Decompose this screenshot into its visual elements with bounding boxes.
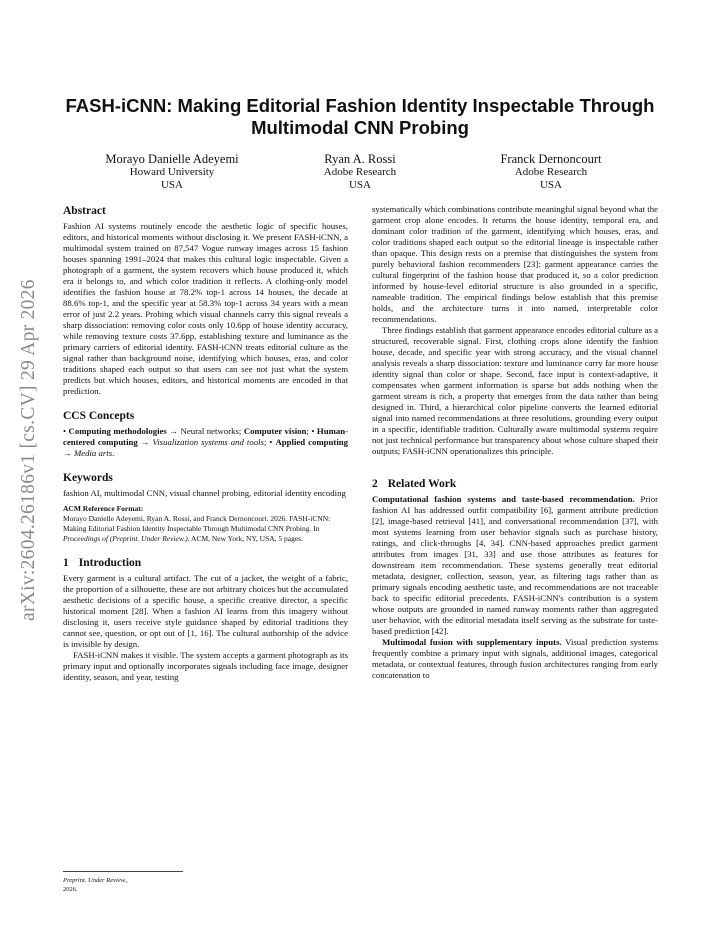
author-affiliation: Adobe Research	[323, 166, 397, 178]
related-paragraph	[372, 637, 658, 681]
footnote-line: Preprint. Under Review.,	[63, 877, 128, 884]
abstract-heading: Abstract	[63, 205, 106, 217]
section-title: Related Work	[387, 478, 457, 490]
run-in-heading: Multimodal fusion with supplementary inputs.	[382, 637, 562, 647]
author-name: Morayo Danielle Adeyemi	[105, 152, 239, 166]
intro-paragraph: Every garment is a cultural artifact. The cut of a jacket, the weight of a fabric, the proportion of a silhouette, these are not arbitrary choices but the accumulated aesthetic decisions of a specific house, a specific creative director, a specific historical moment [28]. When a fashion AI learns from this imagery without disclosing it, users receive style guidance shaped by editorial traditions they cannot see, question, or opt out of [1, 16]. The cultural authorship of the advice is invisible by design.	[63, 573, 348, 649]
section-title: Introduction	[78, 557, 142, 569]
author-country: USA	[539, 178, 562, 191]
section-number: 1	[63, 557, 69, 569]
author-block	[461, 152, 641, 191]
paper-title: FASH-iCNN: Making Editorial Fashion Identity Inspectable Through Multimodal CNN Probing	[65, 95, 655, 138]
author-name: Ryan A. Rossi	[324, 152, 396, 166]
intro-paragraph: FASH-iCNN makes it visible. The system accepts a garment photograph as its primary input and optionally incorporates signals including face image, designer identity, season, and year, testing	[63, 650, 348, 682]
author-affiliation: Howard University	[129, 166, 215, 178]
ccs-item-tail: Neural networks	[180, 426, 239, 436]
ccs-sep: ;	[238, 426, 244, 436]
ccs-item-bold: Computing methodologies	[68, 426, 167, 436]
author-affiliation: Adobe Research	[514, 166, 588, 178]
keywords-heading: Keywords	[63, 472, 113, 484]
section-heading-introduction	[63, 556, 348, 570]
left-column	[63, 204, 348, 683]
acm-reference-text	[63, 514, 348, 544]
intro-paragraph: Three findings establish that garment appearance encodes editorial culture as a structured, recoverable signal. First, clothing crops alone identify the fashion house, decade, and specific year with strong accuracy, and the visual channel analysis reveals a sharp dissociation: texture and luminance carry far more house identity signal than color or shape. Second, face input is context-adaptive, it compensates when garment information is sparse but adds nothing when the garment stream is rich, a property that emerges from the data rather than being designed in. Third, a hierarchical color pipeline converts the learned editorial signal into named recommendations at three resolutions, grounding every output in a specific, identifiable tradition. Culturally aware multimodal systems require not just technical performance but transparency about whose culture shaped their outputs; FASH-iCNN operationalizes this principle.	[372, 325, 658, 456]
acm-reference-part: Morayo Danielle Adeyemi, Ryan A. Rossi, and Franck Dernoncourt. 2026. FASH-iCNN: Making Editorial Fashion Identity Inspectable Through Multimodal CNN Probing. In	[63, 514, 331, 533]
ccs-item-bold: Computer vision	[243, 426, 307, 436]
ccs-arrow: →	[63, 448, 74, 458]
section-number: 2	[372, 478, 378, 490]
footnote-line: 2026.	[63, 886, 78, 893]
ccs-sep: ;	[263, 437, 270, 447]
right-column	[372, 204, 658, 681]
ccs-item-bold: Applied computing	[275, 437, 348, 447]
ccs-sep: ;	[306, 426, 312, 436]
author-country: USA	[160, 178, 183, 191]
arxiv-identifier: arXiv:2604.26186v1 [cs.CV] 29 Apr 2026	[18, 279, 39, 621]
ccs-arrow: →	[166, 426, 181, 436]
author-block	[270, 152, 450, 191]
intro-paragraph-continued: systematically which combinations contribute meaningful signal beyond what the garment crop alone encodes. It returns the house identity, temporal era, and dominant color tradition of the garment, identifying which houses, eras, and color traditions shaped each output so the editorial lineage is inspectable rather than opaque. This design rests on a premise that distinguishes the system from purely behavioral fashion recommenders [23]: garment appearance carries the cultural fingerprint of the fashion house that produced it, so a color prediction informed by house-level editorial structure is also grounded in a specific, nameable tradition. The empirical findings below establish that this premise holds, and the architecture turns it into named, interpretable color recommendations.	[372, 204, 658, 324]
ccs-item-bold: Human-centered computing	[63, 426, 349, 447]
paragraph-body: Prior fashion AI has addressed outfit compatibility [6], garment attribute prediction [2], image-based retrieval [41], and conversational recommendation [37], with most systems learning from user behavior signals such as purchase history, ratings, and click-throughs [4, 34]. CNN-based approaches predict garment attributes from images [31, 33] and use those attributes as features for downstream item recommendation. These systems generally treat editorial metadata, designer, collection, season, year, as filtering tags rather than as primary signals encoding aesthetic taste, and recommendations are not traceable back to specific editorial precedents. FASH-iCNN's contribution is a system whose outputs are grounded in named runway moments rather than aggregated user behavior, with the editorial metadata itself serving as the substrate for taste-based prediction [42].	[372, 494, 658, 636]
ccs-arrow: →	[137, 437, 153, 447]
acm-reference-heading: ACM Reference Format:	[63, 504, 144, 513]
author-country: USA	[348, 178, 371, 191]
related-paragraph	[372, 494, 658, 637]
section-heading-related-work	[372, 477, 658, 491]
ccs-item-tail: Media arts	[73, 448, 113, 458]
ccs-concepts: • Computing methodologies → Neural networks; Computer vision; • Human-centered computing → Visualization systems and tools; • Applied computing → Media arts.	[63, 426, 349, 458]
paragraph-body: Visual prediction systems frequently combine a primary input with signals, additional images, categorical metadata, or contextual features, through fusion architectures ranging from early concatenation to	[372, 637, 658, 680]
ccs-sep: .	[112, 448, 115, 458]
acm-reference-part: . ACM, New York, NY, USA, 5 pages.	[187, 534, 303, 543]
ccs-item-tail: Visualization systems and tools	[152, 437, 264, 447]
keywords-text: fashion AI, multimodal CNN, visual channel probing, editorial identity encoding	[63, 488, 346, 498]
preprint-footnote	[63, 871, 183, 894]
ccs-heading: CCS Concepts	[63, 410, 135, 422]
author-name: Franck Dernoncourt	[500, 152, 602, 166]
acm-reference-venue: Proceedings of (Preprint. Under Review.)	[63, 534, 188, 543]
run-in-heading: Computational fashion systems and taste-based recommendation.	[372, 494, 635, 504]
abstract-text: Fashion AI systems routinely encode the aesthetic logic of specific houses, editors, and historical moments without disclosing it. We present FASH-iCNN, a multimodal system trained on 87,547 Vogue runway images across 15 fashion houses spanning 1991–2024 that makes this cultural logic inspectable. Given a photograph of a garment, the system recovers which house produced it, which era it belongs to, and which color tradition it reflects. A clothing-only model identifies the fashion house at 78.2% top-1 across 14 houses, the decade at 88.6% top-1, and the specific year at 58.3% top-1 across 34 years with a mean error of just 2.2 years. Probing which visual channels carry this signal reveals a sharp dissociation: removing color costs only 10.6pp of house identity accuracy, while removing texture costs 37.6pp, establishing texture and luminance as the primary carriers of editorial identity. FASH-iCNN treats editorial culture as the signal rather than background noise, identifying which houses, eras, and color traditions shaped each output so that users can see not just what the system predicts but which houses, editors, and historical moments are encoded in that prediction.	[63, 221, 348, 396]
author-block	[82, 152, 262, 191]
